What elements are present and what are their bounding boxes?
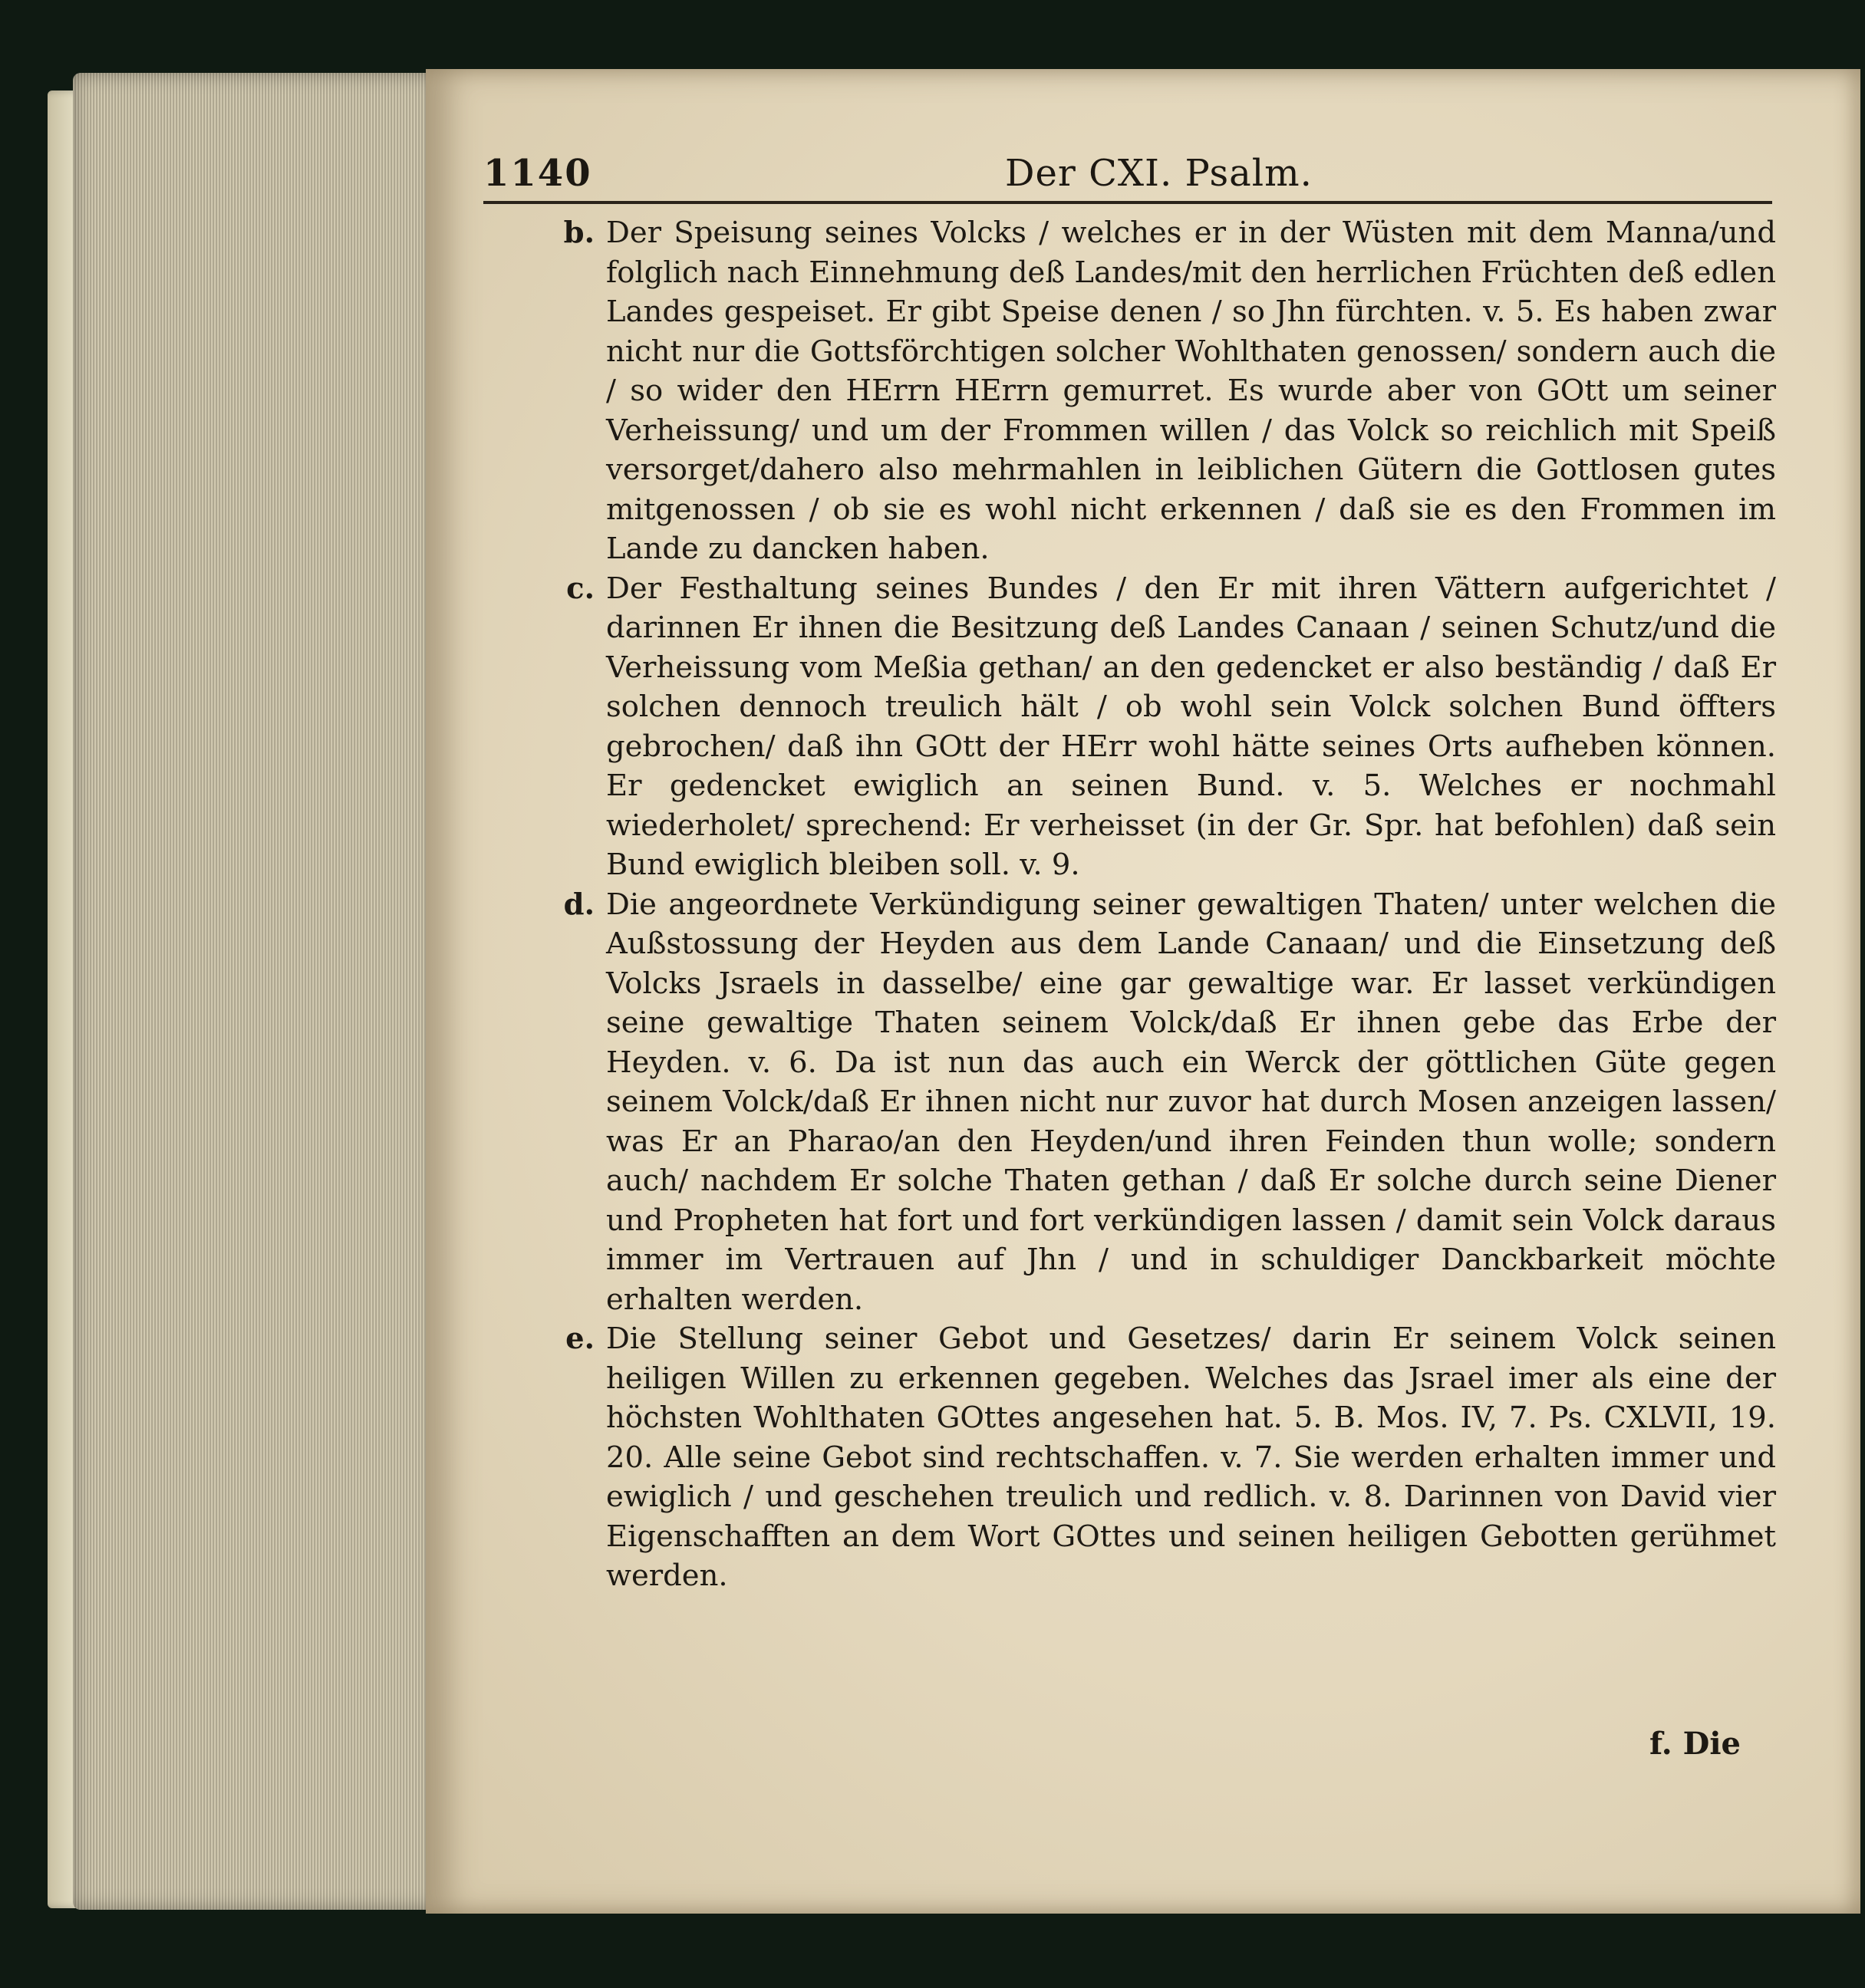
item-text: Die Stellung seiner Gebot und Gesetzes/ darin Er seinem Volck seinen heiligen Willen zu erkennen gegeben. Welches das Jsrael imer als eine der höchsten Wohlthaten GOttes angesehen hat. 5. B. Mos. IV, 7. Ps. CXLVII, 19. 20. Alle seine Gebot sind rechtschaffen. v. 7. Sie werden erhalten immer und ewiglich / und geschehen treulich und redlich. v. 8. Darinnen von David vier Eigenschafften an dem Wort GOttes und seinen heiligen Gebotten gerühmet werden. — [606, 1321, 1776, 1593]
list-item — [518, 569, 1776, 885]
item-text: Der Speisung seines Volcks / welches er in der Wüsten mit dem Manna/und folglich nach Einnehmung deß Landes/mit den herrlichen Früchten deß edlen Landes gespeiset. Er gibt Speise denen / so Jhn fürchten. v. 5. Es haben zwar nicht nur die Gottsförchtigen solcher Wohlthaten genossen/ sondern auch die / so wider den HErrn HErrn gemurret. Es wurde aber von GOtt um seiner Verheissung/ und um der Frommen willen / das Volck so reichlich mit Speiß versorget/dahero also mehrmahlen in leiblichen Gütern die Gottlosen gutes mitgenossen / ob sie es wohl nicht erkennen / daß sie es den Frommen im Lande zu dancken haben. — [606, 216, 1776, 566]
item-marker: b. — [563, 216, 595, 250]
catchword: f. Die — [1649, 1726, 1741, 1762]
page-body — [518, 213, 1776, 1596]
page-number: 1140 — [483, 152, 592, 195]
item-marker: e. — [565, 1321, 595, 1356]
header-rule — [483, 201, 1772, 204]
item-text: Der Festhaltung seines Bundes / den Er mit ihren Vättern aufgerichtet / darinnen Er ihnen die Besitzung deß Landes Canaan / seinen Schutz/und die Verheissung vom Meßia gethan/ an den gedencket er also beständig / daß Er solchen dennoch treulich hält / ob wohl sein Volck solchen Bund öffters gebrochen/ daß ihn GOtt der HErr wohl hätte seines Orts aufheben können. Er gedencket ewiglich an seinen Bund. v. 5. Welches er nochmahl wiederholet/ sprechend: Er verheisset (in der Gr. Spr. hat befohlen) daß sein Bund ewiglich bleiben soll. v. 9. — [606, 571, 1776, 882]
list-item — [518, 885, 1776, 1320]
list-item — [518, 213, 1776, 569]
item-marker: d. — [563, 887, 595, 922]
page-title: Der CXI. Psalm. — [1005, 152, 1313, 195]
list-item — [518, 1319, 1776, 1596]
running-head — [483, 152, 1669, 199]
page-block-edges — [73, 73, 437, 1910]
book-page — [426, 69, 1860, 1914]
item-text: Die angeordnete Verkündigung seiner gewaltigen Thaten/ unter welchen die Außstossung der Heyden aus dem Lande Canaan/ und die Einsetzung deß Volcks Jsraels in dasselbe/ eine gar gewaltige war. Er lasset verkündigen seine gewaltige Thaten seinem Volck/daß Er ihnen gebe das Erbe der Heyden. v. 6. Da ist nun das auch ein Werck der göttlichen Güte gegen seinem Volck/daß Er ihnen nicht nur zuvor hat durch Mosen anzeigen lassen/ was Er an Pharao/an den Heyden/und ihren Feinden thun wolle; sondern auch/ nachdem Er solche Thaten gethan / daß Er solche durch seine Diener und Propheten hat fort und fort verkündigen lassen / damit sein Volck daraus immer im Vertrauen auf Jhn / und in schuldiger Danckbarkeit möchte erhalten werden. — [606, 887, 1776, 1317]
item-marker: c. — [566, 571, 595, 606]
